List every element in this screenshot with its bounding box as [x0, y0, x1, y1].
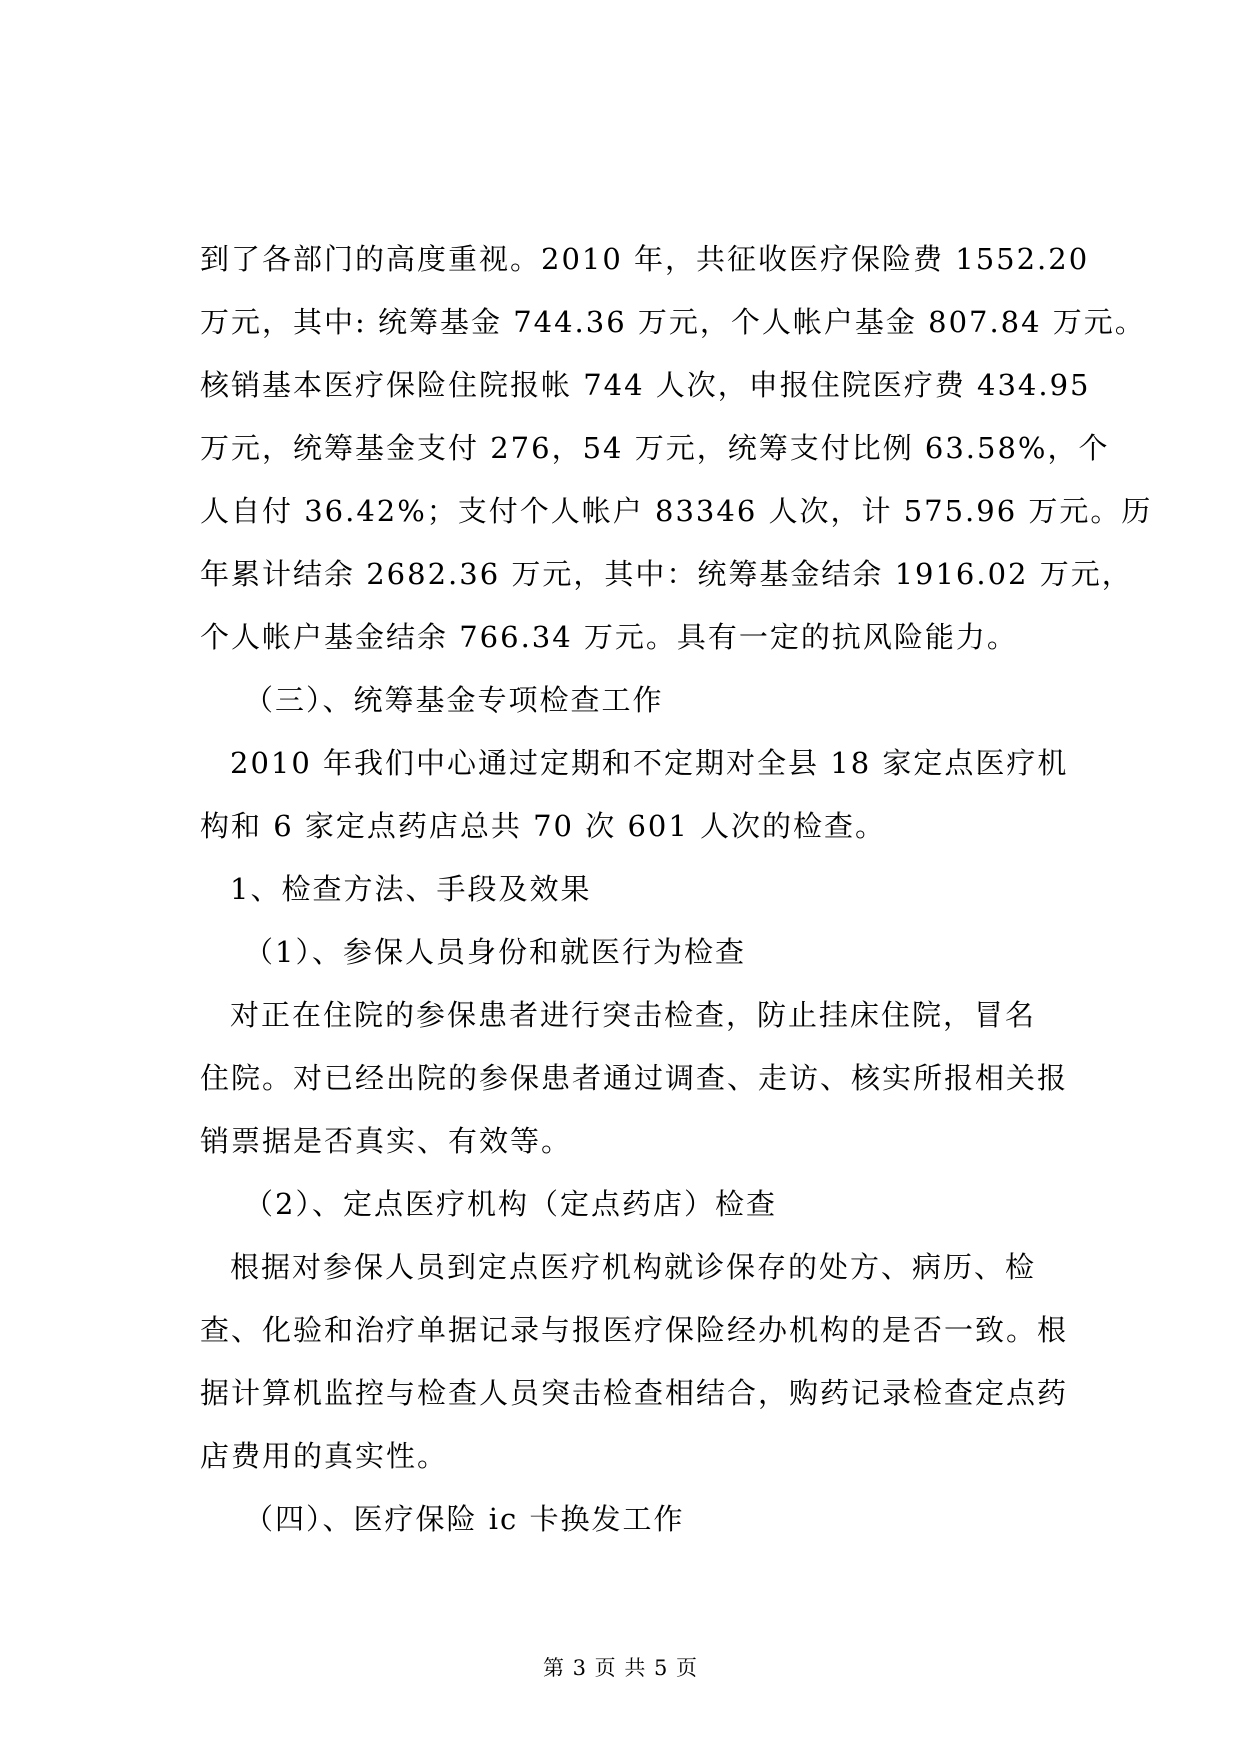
subsection-heading: （2）、定点医疗机构（定点药店）检查	[244, 1187, 777, 1221]
paragraph-line: 人自付 36.42%；支付个人帐户 83346 人次，计 575.96 万元。历	[200, 494, 1153, 528]
document-body	[200, 228, 1153, 1551]
section-heading: （四）、医疗保险 ic 卡换发工作	[244, 1502, 685, 1536]
paragraph-line: 根据对参保人员到定点医疗机构就诊保存的处方、病历、检	[230, 1250, 1037, 1284]
page-footer: 第 3 页 共 5 页	[542, 1656, 699, 1680]
paragraph-line: 万元，统筹基金支付 276，54 万元，统筹支付比例 63.58%，个	[200, 431, 1110, 465]
paragraph-line: 个人帐户基金结余 766.34 万元。具有一定的抗风险能力。	[200, 620, 1018, 654]
paragraph-line: 年累计结余 2682.36 万元，其中：统筹基金结余 1916.02 万元，	[200, 557, 1133, 591]
paragraph-line: 2010 年我们中心通过定期和不定期对全县 18 家定点医疗机	[230, 746, 1069, 780]
paragraph-line: 销票据是否真实、有效等。	[200, 1124, 573, 1158]
subsection-heading: 1、检查方法、手段及效果	[230, 872, 592, 906]
subsection-heading: （1）、参保人员身份和就医行为检查	[244, 935, 746, 969]
section-heading: （三）、统筹基金专项检查工作	[244, 683, 664, 717]
paragraph-line: 据计算机监控与检查人员突击检查相结合，购药记录检查定点药	[200, 1376, 1069, 1410]
paragraph-line: 店费用的真实性。	[200, 1439, 449, 1473]
paragraph-line: 构和 6 家定点药店总共 70 次 601 人次的检查。	[200, 809, 887, 843]
paragraph-line: 住院。对已经出院的参保患者通过调查、走访、核实所报相关报	[200, 1061, 1069, 1095]
paragraph-line: 到了各部门的高度重视。2010 年，共征收医疗保险费 1552.20	[200, 242, 1090, 276]
paragraph-line: 查、化验和治疗单据记录与报医疗保险经办机构的是否一致。根	[200, 1313, 1069, 1347]
paragraph-line: 万元，其中: 统筹基金 744.36 万元，个人帐户基金 807.84 万元。	[200, 305, 1146, 339]
paragraph-line: 对正在住院的参保患者进行突击检查，防止挂床住院，冒名	[230, 998, 1037, 1032]
paragraph-line: 核销基本医疗保险住院报帐 744 人次，申报住院医疗费 434.95	[200, 368, 1091, 402]
